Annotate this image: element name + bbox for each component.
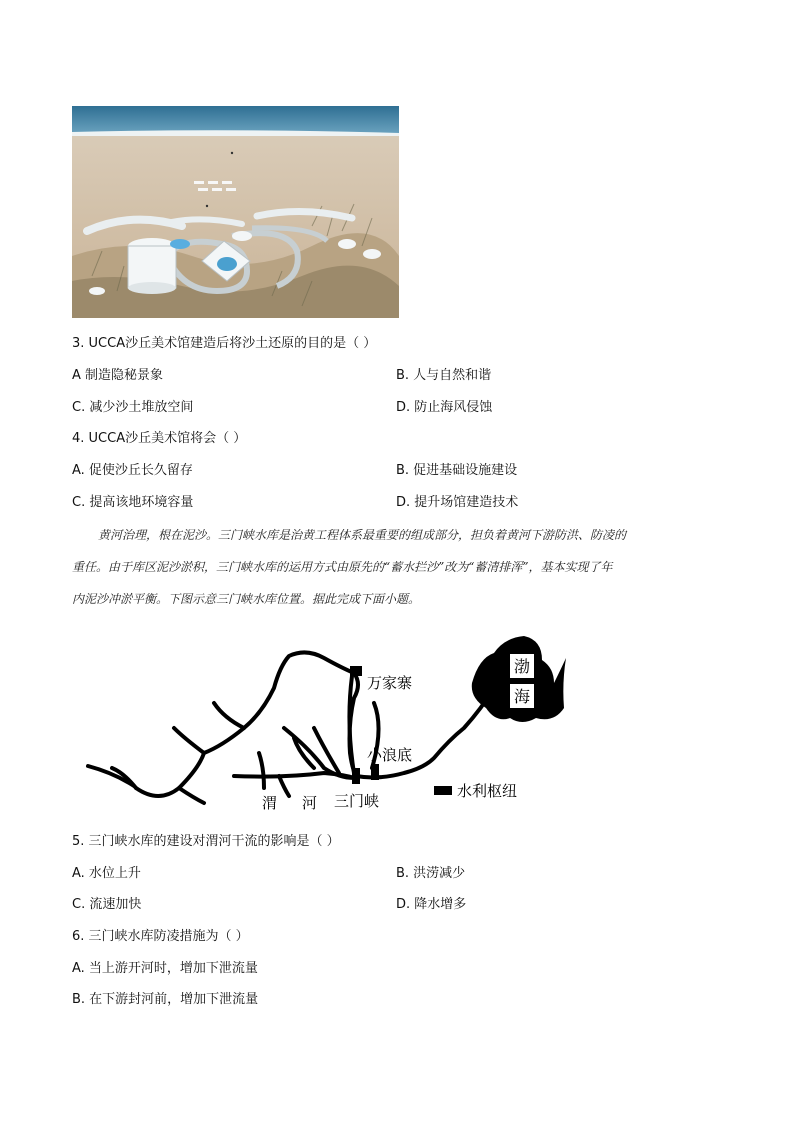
q3-option-d: D. 防止海风侵蚀 — [396, 400, 493, 415]
q5-option-c: C. 流速加快 — [72, 897, 142, 912]
passage-line-1: 黄河治理，根在泥沙。三门峡水库是治黄工程体系最重要的组成部分，担负着黄河下游防洪、防凌的 — [98, 528, 627, 542]
q3-option-a: A 制造隐秘景象 — [72, 368, 164, 383]
q5-option-b: B. 洪涝减少 — [396, 866, 466, 881]
question-3-stem: 3. UCCA沙丘美术馆建造后将沙土还原的目的是（ ） — [72, 336, 377, 351]
label-sanmenxia: 三门峡 — [334, 793, 380, 810]
sanmenxia-dam-marker — [352, 768, 360, 784]
q4-option-a: A. 促使沙丘长久留存 — [72, 463, 193, 478]
wei-river — [234, 773, 354, 778]
label-weihe-2: 河 — [302, 795, 318, 812]
label-wanjiazhai: 万家寨 — [367, 675, 413, 692]
bohai-sea-shape — [472, 636, 566, 722]
question-5-stem: 5. 三门峡水库的建设对渭河干流的影响是（ ） — [72, 834, 340, 849]
sanmenxia-location-map — [84, 628, 574, 818]
wanjiazhai-dam-marker — [350, 666, 362, 676]
q4-option-b: B. 促进基础设施建设 — [396, 463, 518, 478]
question-4-stem: 4. UCCA沙丘美术馆将会（ ） — [72, 431, 247, 446]
label-xiaolangdi: 小浪底 — [367, 747, 413, 764]
q3-option-b: B. 人与自然和谐 — [396, 368, 492, 383]
xiaolangdi-dam-marker — [371, 764, 379, 780]
legend-dam-symbol — [434, 786, 452, 795]
label-weihe-1: 渭 — [262, 795, 278, 812]
legend-label: 水利枢纽 — [457, 783, 518, 800]
aerial-photo — [72, 106, 399, 318]
passage-line-3: 内泥沙冲淤平衡。下图示意三门峡水库位置。据此完成下面小题。 — [72, 592, 421, 606]
question-6-stem: 6. 三门峡水库防凌措施为（ ） — [72, 929, 249, 944]
label-bohai-2: 海 — [514, 689, 531, 706]
dune-museum-photo — [72, 106, 399, 318]
q3-option-c: C. 减少沙土堆放空间 — [72, 400, 194, 415]
q6-option-a: A. 当上游开河时，增加下泄流量 — [72, 961, 258, 976]
passage-line-2: 重任。由于库区泥沙淤积，三门峡水库的运用方式由原先的“蓄水拦沙”改为“蓄清排浑”，基本实现了年 — [72, 560, 613, 574]
q6-option-b: B. 在下游封河前，增加下泄流量 — [72, 992, 259, 1007]
q5-option-a: A. 水位上升 — [72, 866, 141, 881]
q4-option-c: C. 提高该地环境容量 — [72, 495, 194, 510]
label-bohai-1: 渤 — [514, 659, 531, 676]
q4-option-d: D. 提升场馆建造技术 — [396, 495, 519, 510]
q5-option-d: D. 降水增多 — [396, 897, 467, 912]
river-map — [84, 628, 574, 818]
